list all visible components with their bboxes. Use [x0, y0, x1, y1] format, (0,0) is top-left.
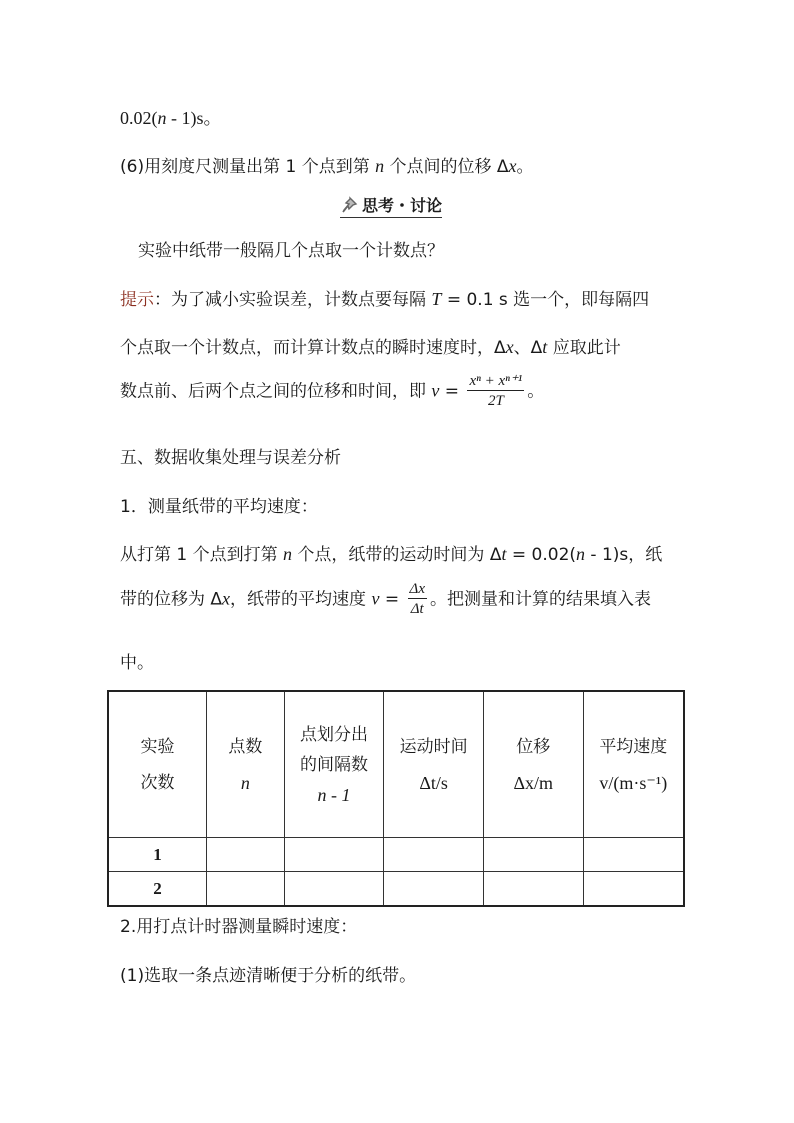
hint-line-3: 数点前、后两个点之间的位移和时间，即 v = $\frac{\text{xⁿ + xⁿ⁺¹}}{2T}$ 。 — [120, 373, 545, 409]
header-displacement: 位移 Δx/m — [483, 691, 583, 838]
question-text: 实验中纸带一般隔几个点取一个计数点？ — [138, 241, 444, 261]
table-cell — [284, 872, 384, 907]
header-avg-velocity: 平均速度 v/(m·s⁻¹) — [583, 691, 684, 838]
table-cell: 2 — [108, 872, 207, 907]
table-cell — [583, 872, 684, 907]
heading-text: 思考・讨论 — [362, 196, 443, 215]
table-header-row — [108, 691, 684, 838]
header-trial: 实验 次数 — [108, 691, 207, 838]
table-cell: 1 — [108, 838, 207, 872]
table-row — [108, 872, 684, 907]
results-table — [107, 690, 685, 907]
pushpin-icon — [340, 195, 360, 215]
table-cell — [207, 838, 285, 872]
table-cell — [384, 872, 484, 907]
table-cell — [583, 838, 684, 872]
item-2-title: 2.用打点计时器测量瞬时速度： — [120, 917, 358, 937]
para-line-2: 带的位移为 Δx，纸带的平均速度 v = $\frac{\Delta x}{\Delta t}$ 。把测量和计算的结果填入表 — [120, 581, 651, 617]
table-cell — [384, 838, 484, 872]
table-row — [108, 838, 684, 872]
item-1-title: 1．测量纸带的平均速度： — [120, 497, 318, 517]
text-line-1: 0.02(n - 1)s。 — [120, 108, 222, 128]
table-cell — [207, 872, 285, 907]
para-line-1: 从打第 1 个点到打第 n 个点，纸带的运动时间为 Δt = 0.02(n - 1)s，纸 — [120, 544, 663, 565]
hint-line-2: 个点取一个计数点，而计算计数点的瞬时速度时，Δx、Δt 应取此计 — [120, 337, 621, 358]
text-line-step6: (6)用刻度尺测量出第 1 个点到第 n 个点间的位移 Δx。 — [120, 156, 534, 177]
average-velocity-fraction: $\frac{\Delta x}{\Delta t}$ — [409, 581, 425, 617]
think-discuss-heading — [340, 193, 442, 218]
table-cell — [483, 838, 583, 872]
hint-line-1: 提示：为了减小实验误差，计数点要每隔 T = 0.1 s 选一个，即每隔四 — [120, 289, 650, 310]
table-cell — [284, 838, 384, 872]
header-points: 点数 n — [207, 691, 285, 838]
para-line-3: 中。 — [120, 653, 154, 673]
header-time: 运动时间 Δt/s — [384, 691, 484, 838]
velocity-formula-fraction: $\frac{\text{xⁿ + xⁿ⁺¹}}{2T}$ — [469, 373, 523, 409]
table-cell — [483, 872, 583, 907]
item-2-step-1: (1)选取一条点迹清晰便于分析的纸带。 — [120, 966, 417, 986]
header-intervals: 点划分出 的间隔数 n - 1 — [284, 691, 384, 838]
section-5-title: 五、数据收集处理与误差分析 — [120, 448, 341, 468]
hint-label: 提示 — [120, 290, 154, 310]
